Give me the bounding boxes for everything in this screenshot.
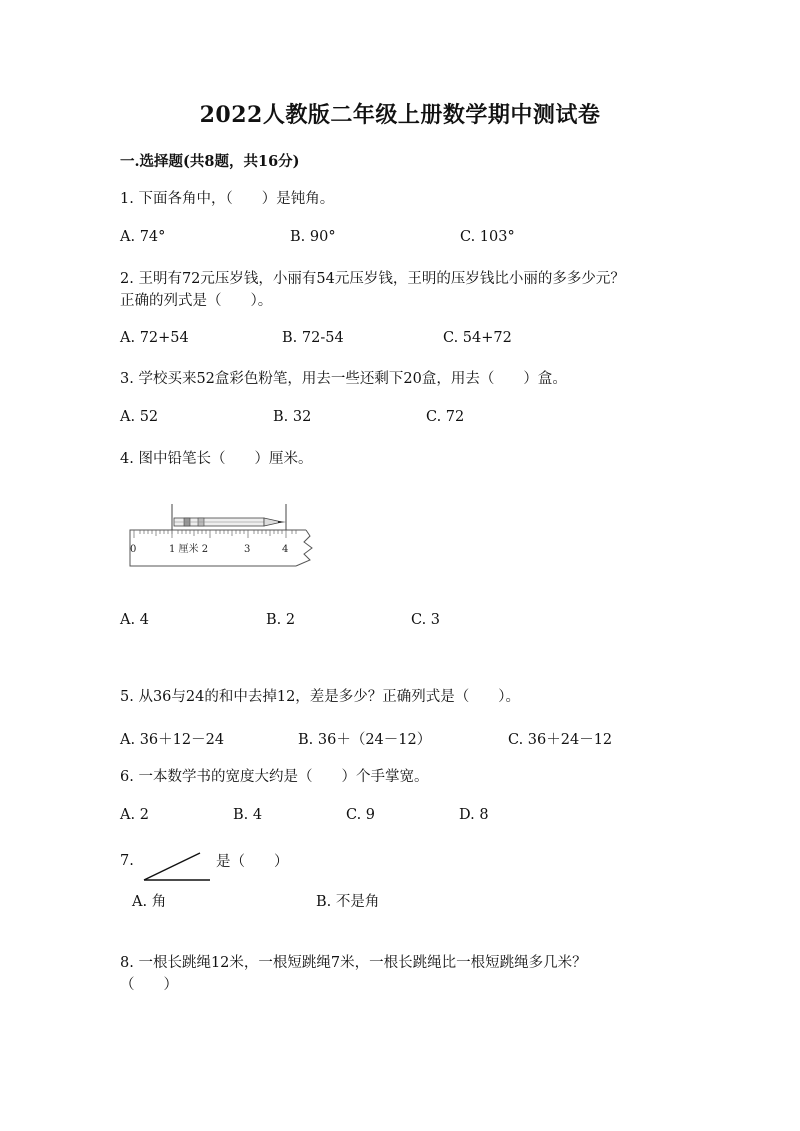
q1-option-a: A. 74° (120, 229, 166, 245)
q2-option-b: B. 72-54 (282, 330, 344, 346)
ruler-label-1-2: 1 厘米 2 (169, 544, 209, 555)
q5-option-a: A. 36＋12－24 (120, 732, 225, 748)
ruler-figure (126, 500, 326, 572)
ruler-label-0: 0 (130, 544, 137, 555)
question-1: 1. 下面各角中，（ ）是钝角。 (120, 191, 335, 207)
question-6: 6. 一本数学书的宽度大约是（ ）个手掌宽。 (120, 769, 429, 785)
q5-option-b: B. 36＋（24－12） (298, 732, 432, 748)
q6-option-a: A. 2 (120, 807, 149, 823)
question-2: 2. 王明有72元压岁钱，小丽有54元压岁钱，王明的压岁钱比小丽的多多少元？ (120, 271, 625, 287)
q6-option-d: D. 8 (459, 807, 489, 823)
q3-option-a: A. 52 (120, 409, 159, 425)
q1-option-c: C. 103° (460, 229, 515, 245)
q2-option-a: A. 72+54 (120, 330, 189, 346)
question-3: 3. 学校买来52盒彩色粉笔，用去一些还剩下20盒，用去（ ）盒。 (120, 371, 567, 387)
q5-option-c: C. 36＋24－12 (508, 732, 613, 748)
question-8-line2: （ ） (120, 977, 178, 993)
ruler-label-4: 4 (282, 544, 289, 555)
q4-option-c: C. 3 (411, 612, 441, 628)
page-title: 2022人教版二年级上册数学期中测试卷 (199, 102, 601, 128)
angle-figure (140, 850, 214, 884)
q2-option-c: C. 54+72 (443, 330, 512, 346)
q4-option-b: B. 2 (266, 612, 296, 628)
q7-option-b: B. 不是角 (316, 894, 380, 910)
question-8: 8. 一根长跳绳12米，一根短跳绳7米，一根长跳绳比一根短跳绳多几米？ (120, 955, 587, 971)
ruler-label-3: 3 (244, 544, 251, 555)
q4-option-a: A. 4 (120, 612, 149, 628)
q6-option-b: B. 4 (233, 807, 263, 823)
q7-option-a: A. 角 (132, 894, 167, 910)
q6-option-c: C. 9 (346, 807, 376, 823)
section-heading: 一.选择题(共8题，共16分) (120, 153, 300, 170)
question-7-tail: 是（ ） (216, 854, 289, 870)
q3-option-b: B. 32 (273, 409, 312, 425)
question-2-line2: 正确的列式是（ ）。 (120, 293, 273, 309)
question-7: 7. (120, 853, 134, 869)
question-4: 4. 图中铅笔长（ ）厘米。 (120, 451, 313, 467)
q3-option-c: C. 72 (426, 409, 465, 425)
question-5: 5. 从36与24的和中去掉12，差是多少？正确列式是（ ）。 (120, 689, 521, 705)
q1-option-b: B. 90° (290, 229, 336, 245)
